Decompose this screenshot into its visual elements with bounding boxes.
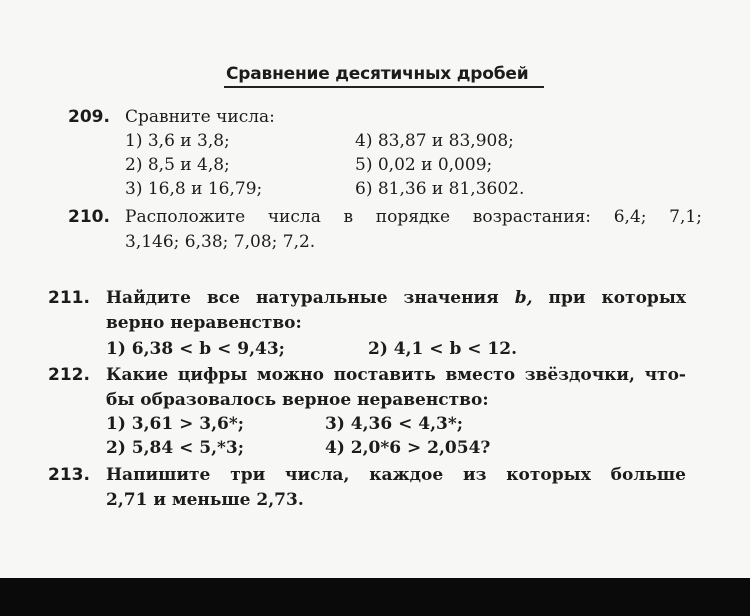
word: порядке [375,207,451,227]
word: которых [601,288,686,308]
word: числа [267,207,321,227]
word: каждое [369,465,444,485]
problem-212-item-2: 2) 5,84 < 5,*3; [106,438,245,458]
problem-209-item-5: 5) 0,02 и 0,009; [355,155,493,175]
word: возрастания: [472,207,592,227]
word: что- [644,365,686,385]
word: 6,4; [613,207,647,227]
problem-210-line-2: 3,146; 6,38; 7,08; 7,2. [125,232,316,252]
word: звёздочки, [524,365,635,385]
word: больше [610,465,686,485]
problem-210-line-1 [125,207,702,227]
problem-211-line-2: верно неравенство: [106,313,302,333]
problem-209-item-1: 1) 3,6 и 3,8; [125,131,230,151]
problem-211-number: 211. [48,288,90,308]
problem-213-line-1 [106,465,686,485]
problem-209-item-2: 2) 8,5 и 4,8; [125,155,230,175]
word: которых [506,465,591,485]
word: три [230,465,266,485]
problem-213-line-2: 2,71 и меньше 2,73. [106,490,304,510]
word: Найдите [106,288,191,308]
problem-211-item-1: 1) 6,38 < b < 9,43; [106,339,285,359]
word: цифры [177,365,248,385]
problem-209-number: 209. [68,107,110,127]
word: все [206,288,240,308]
problem-213-number: 213. [48,465,90,485]
word: b, [514,288,533,308]
word: Расположите [125,207,246,227]
problem-209-item-4: 4) 83,87 и 83,908; [355,131,514,151]
problem-209-item-3: 3) 16,8 и 16,79; [125,179,263,199]
word: в [343,207,354,227]
word: из [462,465,487,485]
problem-212-item-4: 4) 2,0*6 > 2,054? [325,438,491,458]
section-title: Сравнение десятичных дробей [226,64,529,84]
problem-211-item-2: 2) 4,1 < b < 12. [368,339,517,359]
title-underline [224,86,544,88]
problem-212-number: 212. [48,365,90,385]
problem-211-line-1 [106,288,686,308]
word: значения [403,288,499,308]
problem-210-number: 210. [68,207,110,227]
word: 7,1; [669,207,702,227]
word: Какие [106,365,169,385]
word: поставить [333,365,436,385]
problem-212-item-1: 1) 3,61 > 3,6*; [106,414,245,434]
word: натуральные [255,288,388,308]
word: можно [256,365,324,385]
problem-212-line-2: бы образовалось верное неравенство: [106,390,489,410]
problem-209-item-6: 6) 81,36 и 81,3602. [355,179,525,199]
word: вместо [445,365,516,385]
problem-212-line-1 [106,365,686,385]
problem-212-item-3: 3) 4,36 < 4,3*; [325,414,464,434]
problem-209-text: Сравните числа: [125,107,275,127]
word: Напишите [106,465,211,485]
bottom-black-bar [0,578,750,616]
word: при [548,288,586,308]
word: числа, [285,465,350,485]
